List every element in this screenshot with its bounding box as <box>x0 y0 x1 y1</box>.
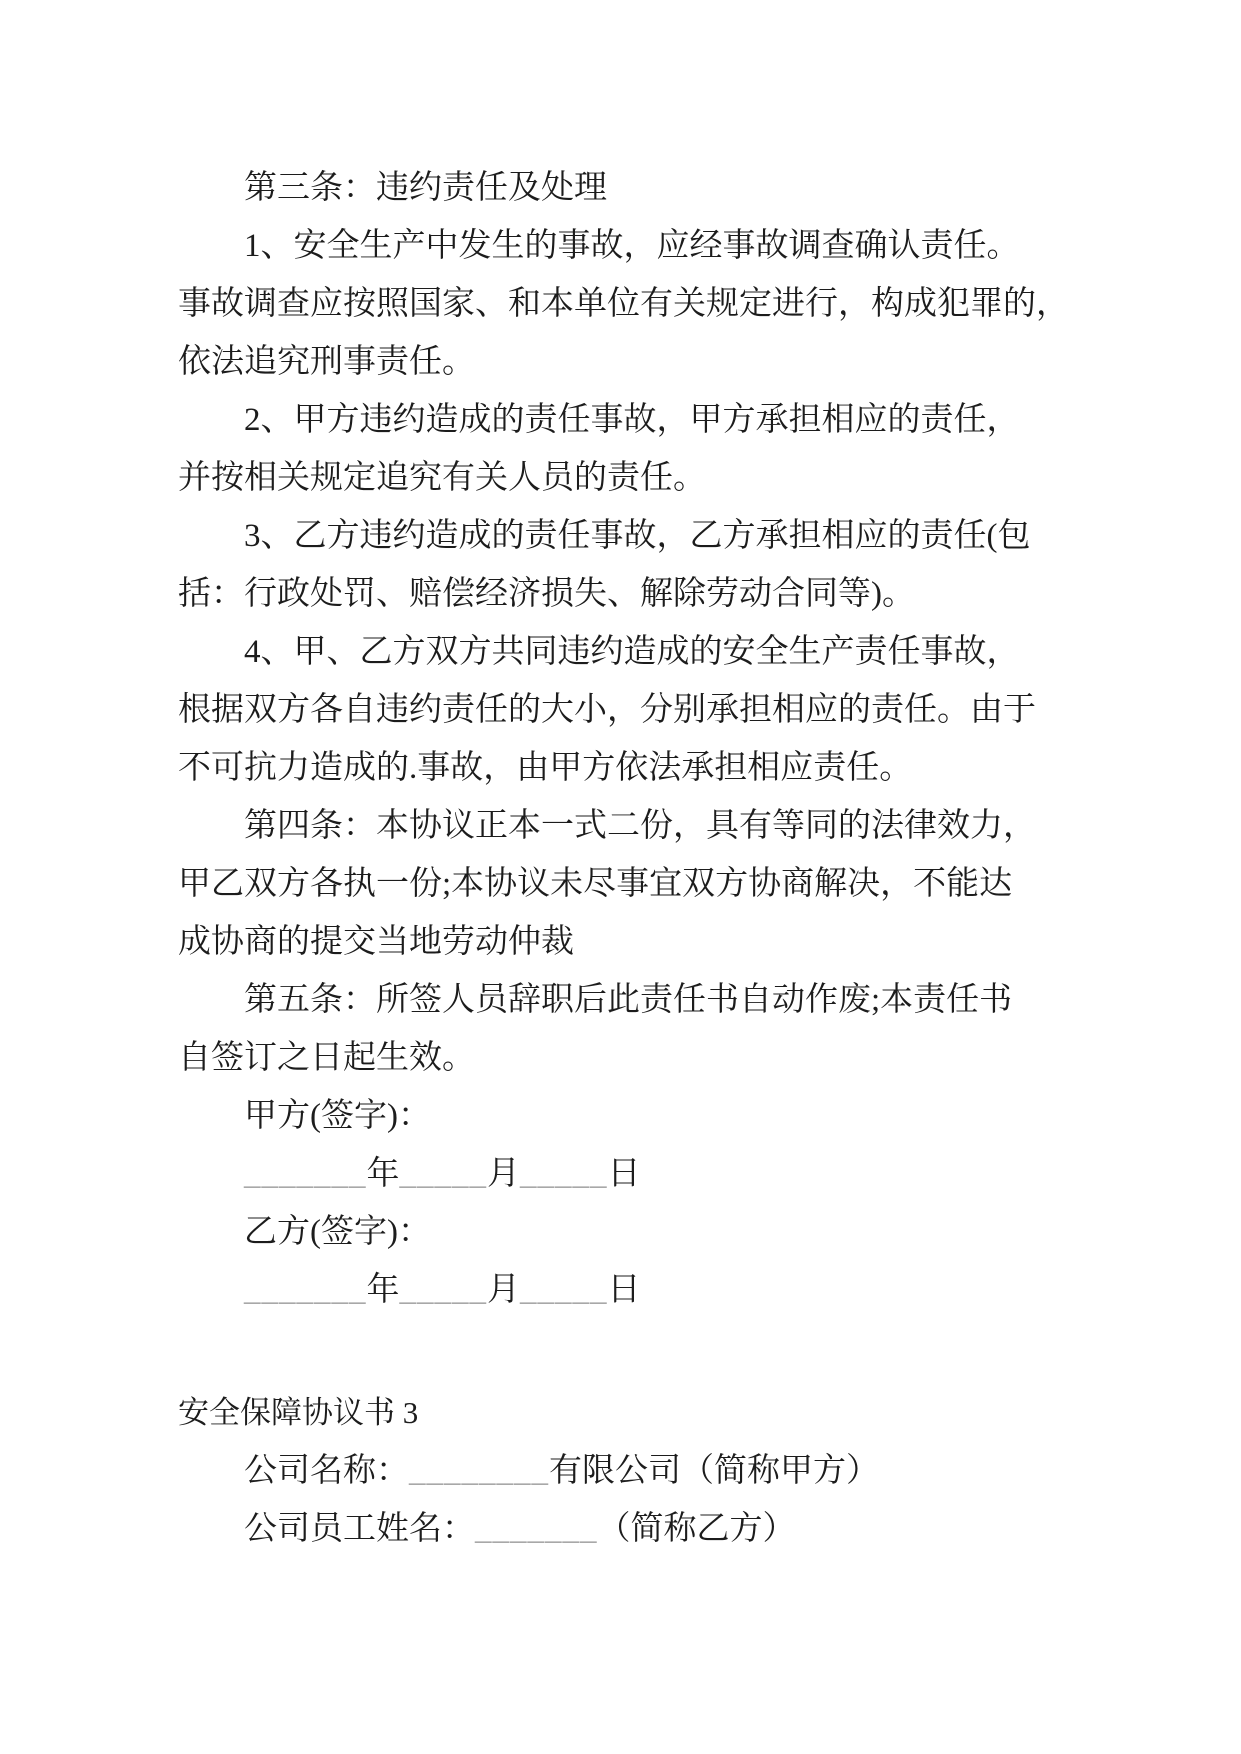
document-line-14 <box>178 913 1083 971</box>
document-line-19 <box>178 1203 1083 1261</box>
document-line-12 <box>178 797 1083 855</box>
text-run: （简称乙方） <box>597 1511 796 1547</box>
text-run: 3、乙方违约造成的责任事故，乙方承担相应的责任(包 <box>244 518 1031 554</box>
section-heading <box>178 1384 1083 1442</box>
blank-underline-field: _____ <box>520 1156 608 1192</box>
text-run: 并按相关规定追究有关人员的责任。 <box>178 460 706 496</box>
text-run: 成协商的提交当地劳动仲裁 <box>178 924 574 960</box>
text-run: 不可抗力造成的.事故，由甲方依法承担相应责任。 <box>178 750 913 786</box>
text-run: 事故调查应按照国家、和本单位有关规定进行，构成犯罪的， <box>178 286 1069 322</box>
document-line-22 <box>178 1442 1083 1500</box>
document-body <box>178 159 1083 1558</box>
document-line-20 <box>178 1261 1083 1319</box>
text-run: 1、安全生产中发生的事故，应经事故调查确认责任。 <box>244 228 1020 264</box>
text-run: 2、甲方违约造成的责任事故，甲方承担相应的责任， <box>244 402 1020 438</box>
blank-underline-field: _____ <box>399 1272 487 1308</box>
text-run: 甲乙双方各执一份;本协议未尽事宜双方协商解决，不能达 <box>178 866 1013 902</box>
text-run: 第五条：所签人员辞职后此责任书自动作废;本责任书 <box>244 982 1013 1018</box>
text-run: 甲方(签字)： <box>244 1098 431 1134</box>
document-line-9 <box>178 623 1083 681</box>
blank-underline-field: _______ <box>244 1272 367 1308</box>
text-run: 安全保障协议书 3 <box>178 1395 419 1430</box>
text-run: 自签订之日起生效。 <box>178 1040 475 1076</box>
text-run: 有限公司（简称甲方） <box>549 1453 879 1489</box>
document-line-8 <box>178 565 1083 623</box>
text-run: 第四条：本协议正本一式二份，具有等同的法律效力， <box>244 808 1036 844</box>
text-run: 4、甲、乙方双方共同违约造成的安全生产责任事故， <box>244 634 1020 670</box>
text-run: 乙方(签字)： <box>244 1214 431 1250</box>
blank-underline-field: _____ <box>399 1156 487 1192</box>
document-line-16 <box>178 1029 1083 1087</box>
text-run: 依法追究刑事责任。 <box>178 344 475 380</box>
document-line-10 <box>178 681 1083 739</box>
document-line-17 <box>178 1087 1083 1145</box>
document-line-11 <box>178 739 1083 797</box>
text-run: 公司名称： <box>244 1453 409 1489</box>
document-line-3 <box>178 275 1083 333</box>
blank-underline-field: _______ <box>475 1511 598 1547</box>
text-run: 年 <box>366 1156 400 1192</box>
text-run: 第三条：违约责任及处理 <box>244 170 607 206</box>
document-line-5 <box>178 391 1083 449</box>
text-run: 根据双方各自违约责任的大小，分别承担相应的责任。由于 <box>178 692 1036 728</box>
text-run: 日 <box>607 1272 641 1308</box>
blank-underline-field: _____ <box>520 1272 608 1308</box>
document-line-18 <box>178 1145 1083 1203</box>
blank-underline-field: _______ <box>244 1156 367 1192</box>
text-run: 括：行政处罚、赔偿经济损失、解除劳动合同等)。 <box>178 576 915 612</box>
blank-underline-field: ________ <box>409 1453 549 1489</box>
text-run: 日 <box>607 1156 641 1192</box>
document-line-23 <box>178 1500 1083 1558</box>
text-run: 年 <box>366 1272 400 1308</box>
document-line-4 <box>178 333 1083 391</box>
document-line-2 <box>178 217 1083 275</box>
text-run: 公司员工姓名： <box>244 1511 475 1547</box>
text-run: 月 <box>487 1272 520 1308</box>
document-line-1 <box>178 159 1083 217</box>
text-run: 月 <box>487 1156 520 1192</box>
document-line-6 <box>178 449 1083 507</box>
document-line-13 <box>178 855 1083 913</box>
document-line-7 <box>178 507 1083 565</box>
document-line-15 <box>178 971 1083 1029</box>
